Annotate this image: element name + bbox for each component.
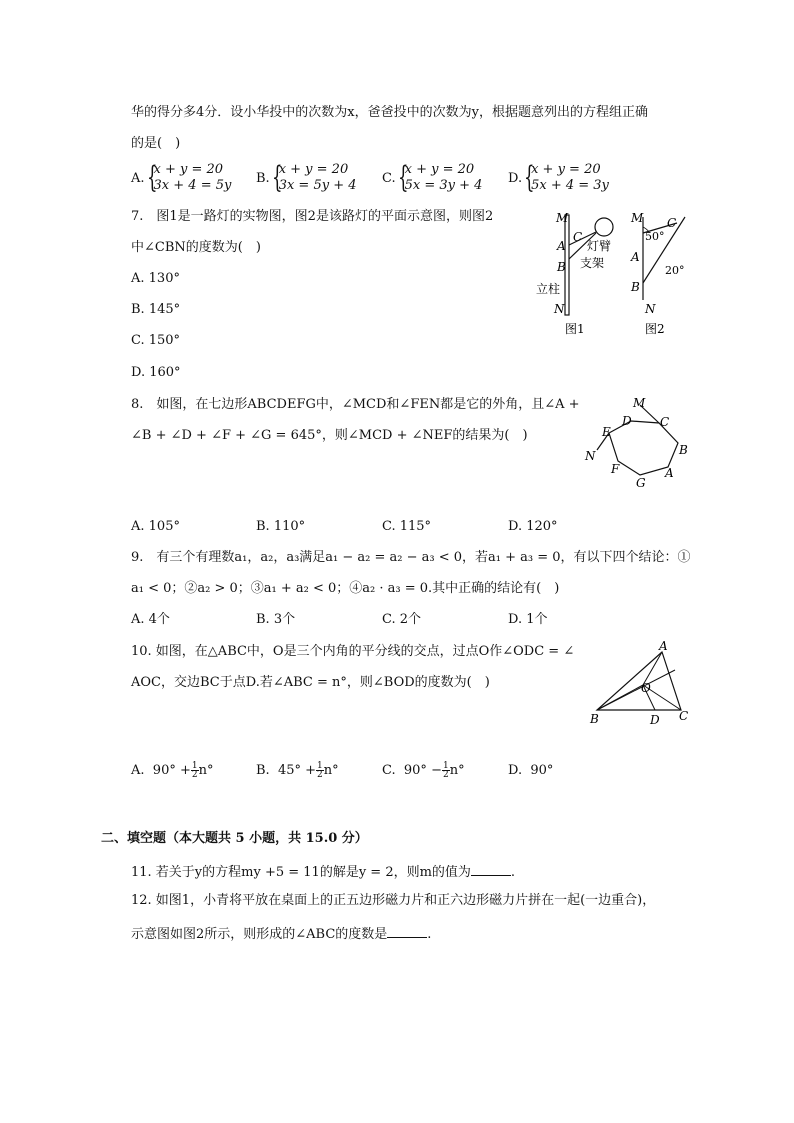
option-value: 90° −	[403, 763, 442, 778]
heptagon-label-a: A	[665, 466, 674, 480]
fraction	[316, 762, 324, 779]
q10-line1: 10. 如图，在△ABC中，O是三个内角的平分线的交点，过点O作∠ODC = ∠	[131, 644, 575, 659]
fig2-caption: 图2	[645, 322, 665, 336]
q10-triangle-figure	[585, 640, 700, 730]
fraction-denominator: 2	[191, 770, 198, 780]
option-label: D.	[508, 170, 523, 186]
fig1-caption: 图1	[565, 322, 585, 336]
option-unit: n°	[198, 763, 214, 778]
option-unit: n°	[449, 763, 465, 778]
q9-option-a: A. 4个	[131, 612, 170, 627]
heptagon-label-g: G	[636, 476, 646, 490]
q9-option-c: C. 2个	[382, 612, 422, 627]
heptagon-label-b: B	[679, 443, 688, 457]
q7-line1: 7. 图1是一路灯的实物图，图2是该路灯的平面示意图，则图2	[131, 209, 494, 224]
option-label: C.	[382, 170, 396, 186]
option-value: 90°	[530, 763, 554, 778]
equation: x + y = 20	[278, 162, 349, 177]
option-label: B.	[256, 170, 270, 186]
q12-end: .	[427, 927, 432, 942]
answer-blank[interactable]	[387, 923, 427, 938]
heptagon-label-c: C	[660, 415, 670, 429]
section-heading: 二、填空题（本大题共 5 小题，共 15.0 分）	[101, 831, 368, 846]
equation: 3x + 4 = 5y	[153, 178, 232, 193]
option-label: B.	[256, 763, 270, 778]
q7-figure-1	[530, 205, 630, 345]
brace-icon: {	[146, 160, 158, 195]
fig2-label-b: B	[631, 280, 640, 294]
fraction-numerator: 1	[442, 761, 449, 771]
q7-option-a: A. 130°	[131, 271, 180, 286]
triangle-label-c: C	[679, 709, 689, 723]
fig2-label-c: C	[667, 216, 677, 230]
equation: 5x = 3y + 4	[404, 178, 483, 193]
brace-icon: {	[524, 160, 535, 195]
option-label: A.	[131, 763, 145, 778]
q7-option-b: B. 145°	[131, 302, 181, 317]
fig2-label-m: M	[631, 211, 644, 225]
q7-option-d: D. 160°	[131, 365, 181, 380]
q9-option-b: B. 3个	[256, 612, 296, 627]
triangle-label-b: B	[590, 712, 599, 726]
equation: x + y = 20	[531, 162, 601, 177]
heptagon-label-d: D	[622, 414, 632, 428]
q11	[131, 861, 515, 882]
fraction-numerator: 1	[191, 761, 198, 771]
option-unit: n°	[323, 763, 339, 778]
q8-option-b: B. 110°	[256, 519, 306, 534]
option-value: 45° +	[277, 763, 317, 778]
triangle-label-o: O	[641, 681, 651, 695]
fig2-label-n: N	[645, 302, 656, 316]
fig2-angle-50: 50°	[645, 230, 665, 243]
fig1-label-arm: 灯臂	[587, 239, 612, 253]
q10-option-c	[382, 762, 465, 780]
heptagon-label-f: F	[611, 462, 620, 476]
fig1-label-b: B	[557, 260, 566, 274]
q6-line2: 的是( )	[131, 136, 181, 151]
equation: x + y = 20	[153, 162, 224, 177]
q8-line2: ∠B + ∠D + ∠F + ∠G = 645°，则∠MCD + ∠NEF的结果为( )	[131, 428, 528, 443]
fig1-label-c: C	[573, 230, 583, 244]
option-label: D.	[508, 763, 523, 778]
q9-line1: 9. 有三个有理数a₁，a₂，a₃满足a₁ − a₂ = a₂ − a₃ < 0，若a₁ + a₃ = 0，有以下四个结论：①	[131, 550, 691, 565]
q10-option-a	[131, 762, 213, 780]
fig1-label-pole: 立柱	[536, 282, 561, 296]
q12-line1: 12. 如图1，小青将平放在桌面上的正五边形磁力片和正六边形磁力片拼在一起(一边重合)，	[131, 893, 656, 908]
q11-text: 11. 若关于y的方程my +5 = 11的解是y = 2，则m的值为	[131, 865, 471, 880]
option-value: 90° +	[152, 763, 191, 778]
fraction	[442, 762, 450, 779]
q10-line2: AOC，交边BC于点D.若∠ABC = n°，则∠BOD的度数为( )	[131, 675, 490, 690]
q7-figure-2	[625, 205, 695, 345]
q8-option-c: C. 115°	[382, 519, 432, 534]
option-label: A.	[131, 170, 145, 186]
q7-line2: 中∠CBN的度数为( )	[131, 240, 261, 255]
brace-icon: {	[397, 160, 409, 195]
fraction-denominator: 2	[317, 770, 323, 780]
q9-line2: a₁ < 0；②a₂ > 0；③a₁ + a₂ < 0；④a₂ · a₃ = 0.其中正确的结论有( )	[131, 581, 560, 596]
q6-line1: 华的得分多4分．设小华投中的次数为x，爸爸投中的次数为y，根据题意列出的方程组正确	[131, 105, 648, 120]
lamp-icon	[595, 218, 613, 236]
q12-text: 示意图如图2所示，则形成的∠ABC的度数是	[131, 927, 388, 942]
q6-option-d	[508, 162, 609, 194]
q11-end: .	[510, 865, 516, 880]
q9-option-d: D. 1个	[508, 612, 548, 627]
q10-option-d	[508, 762, 553, 780]
fig2-angle-20: 20°	[665, 264, 685, 277]
fraction-numerator: 1	[317, 761, 323, 771]
heptagon-label-e: E	[602, 425, 611, 439]
fig1-label-a: A	[557, 239, 566, 253]
equation: 3x = 5y + 4	[278, 178, 357, 193]
fraction-denominator: 2	[442, 770, 449, 780]
q8-line1: 8. 如图，在七边形ABCDEFG中，∠MCD和∠FEN都是它的外角，且∠A +	[131, 397, 580, 412]
fig1-label-m: M	[556, 211, 569, 225]
q8-option-a: A. 105°	[131, 519, 180, 534]
option-label: C.	[382, 763, 396, 778]
fraction	[191, 762, 199, 779]
q10-option-b	[256, 762, 339, 780]
q8-heptagon-figure	[580, 393, 700, 493]
equation: 5x + 4 = 3y	[531, 178, 609, 193]
triangle-label-a: A	[659, 640, 668, 653]
triangle-label-d: D	[650, 713, 660, 727]
brace-icon: {	[271, 160, 283, 195]
q6-option-c	[382, 162, 482, 194]
equation: x + y = 20	[404, 162, 475, 177]
fig1-label-n: N	[554, 302, 565, 316]
q6-option-a	[131, 162, 231, 194]
q7-option-c: C. 150°	[131, 333, 181, 348]
answer-blank[interactable]	[471, 861, 511, 876]
q12-line2	[131, 923, 431, 944]
fig1-label-bracket: 支架	[580, 256, 605, 270]
q6-option-b	[256, 162, 357, 194]
heptagon-label-m: M	[633, 396, 646, 410]
heptagon-label-n: N	[585, 449, 596, 463]
q8-option-d: D. 120°	[508, 519, 558, 534]
fig2-label-a: A	[631, 250, 640, 264]
